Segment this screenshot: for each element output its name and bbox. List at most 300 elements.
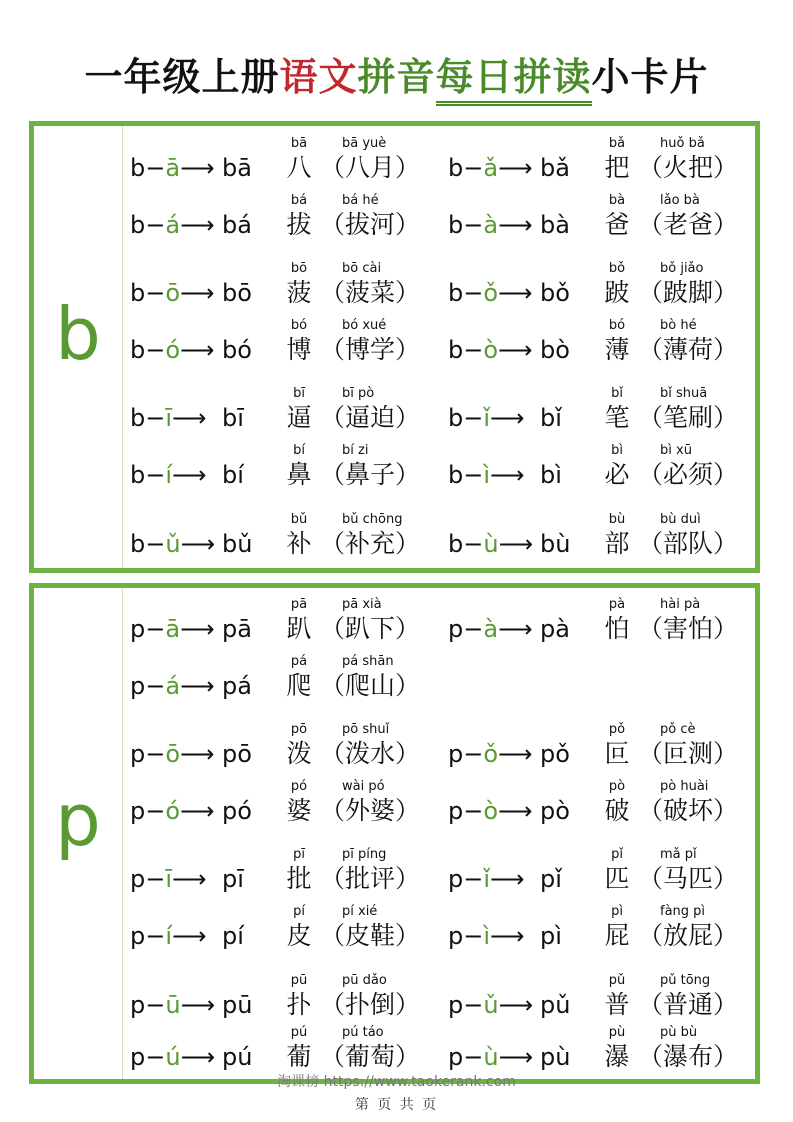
arrow-icon: ⟶ xyxy=(180,336,215,364)
word-pinyin: fàng pì xyxy=(660,904,706,919)
syllable: pù xyxy=(540,1043,571,1071)
spelling-sequence xyxy=(130,739,214,769)
word-pinyin: pá shān xyxy=(342,654,394,669)
spelling-sequence xyxy=(130,614,214,644)
example-word: （火把） xyxy=(638,153,739,182)
final-tone: à xyxy=(483,615,499,643)
character-pinyin: pō xyxy=(290,722,308,737)
example-word: （皮鞋） xyxy=(320,921,421,950)
word-pinyin: pū dǎo xyxy=(342,973,387,988)
title-part-pinyin: 拼音 xyxy=(357,55,436,99)
final-tone: ú xyxy=(165,1043,181,1071)
word-pinyin: hài pà xyxy=(660,597,701,612)
dash: − xyxy=(463,615,484,643)
pinyin-entry xyxy=(448,319,768,369)
spelling-sequence xyxy=(448,153,532,183)
page-title xyxy=(0,52,793,102)
arrow-icon: ⟶ xyxy=(490,865,525,893)
initial: b xyxy=(130,404,146,432)
word-pinyin: bá hé xyxy=(342,193,379,208)
final-tone: ō xyxy=(165,740,181,768)
word-pinyin: bǔ chōng xyxy=(342,512,403,527)
card-row xyxy=(124,137,764,187)
dash: − xyxy=(463,991,484,1019)
word-pinyin: wài pó xyxy=(342,779,385,794)
spelling-sequence xyxy=(448,335,532,365)
character-pinyin: bó xyxy=(290,318,308,333)
example-word: （趴下） xyxy=(320,614,421,643)
final-tone: ā xyxy=(165,154,181,182)
spelling-sequence xyxy=(130,529,215,559)
word-pinyin: bā yuè xyxy=(342,136,387,151)
spelling-sequence xyxy=(130,671,214,701)
arrow-icon: ⟶ xyxy=(490,404,525,432)
word-pinyin: huǒ bǎ xyxy=(660,136,705,151)
syllable: pó xyxy=(222,797,252,825)
dash: − xyxy=(145,797,166,825)
character-pinyin: bǐ xyxy=(611,386,623,401)
word-pinyin: pī píng xyxy=(342,847,387,862)
character-pinyin: pó xyxy=(290,779,308,794)
syllable: pá xyxy=(222,672,252,700)
arrow-icon: ⟶ xyxy=(180,672,215,700)
initial: b xyxy=(448,211,464,239)
card-row xyxy=(124,444,764,494)
card-row xyxy=(124,723,764,773)
syllable: bù xyxy=(540,530,571,558)
arrow-icon: ⟶ xyxy=(172,461,207,489)
syllable: bí xyxy=(222,461,244,489)
initial: b xyxy=(130,211,146,239)
example-word: （菠菜） xyxy=(320,278,421,307)
example-word: （放屁） xyxy=(638,921,739,950)
card-divider xyxy=(122,126,123,568)
character: 补 xyxy=(286,529,312,558)
character: 普 xyxy=(604,990,630,1019)
final-tone: ù xyxy=(483,1043,499,1071)
character: 笔 xyxy=(604,403,630,432)
initial: b xyxy=(130,279,146,307)
pinyin-entry xyxy=(130,974,450,1024)
word-pinyin: pù bù xyxy=(660,1025,698,1040)
pinyin-entry xyxy=(448,848,768,898)
initial: p xyxy=(130,740,146,768)
pinyin-entry xyxy=(448,905,768,955)
character-pinyin: bǔ xyxy=(290,512,308,527)
example-word: （扑倒） xyxy=(320,990,421,1019)
spelling-sequence xyxy=(130,278,214,308)
spelling-sequence xyxy=(448,796,532,826)
title-part-subject: 语文 xyxy=(279,55,358,99)
pinyin-entry xyxy=(448,137,768,187)
example-word: （外婆） xyxy=(320,796,421,825)
syllable: bī xyxy=(222,404,244,432)
arrow-icon: ⟶ xyxy=(180,740,215,768)
dash: − xyxy=(463,404,484,432)
pinyin-entry xyxy=(130,513,450,563)
initial: b xyxy=(448,279,464,307)
card-b xyxy=(29,121,760,573)
final-tone: á xyxy=(165,211,181,239)
dash: − xyxy=(145,1043,166,1071)
initial: p xyxy=(130,672,146,700)
final-tone: í xyxy=(165,922,173,950)
dash: − xyxy=(463,865,484,893)
character-pinyin: pī xyxy=(293,847,305,862)
spelling-sequence xyxy=(130,460,206,490)
word-pinyin: bó xué xyxy=(342,318,387,333)
example-word: （逼迫） xyxy=(320,403,421,432)
syllable: pī xyxy=(222,865,244,893)
word-pinyin: pā xià xyxy=(342,597,382,612)
spelling-sequence xyxy=(448,990,533,1020)
character: 葡 xyxy=(286,1042,312,1071)
example-word: （笔刷） xyxy=(638,403,739,432)
character: 部 xyxy=(604,529,630,558)
card-row xyxy=(124,974,764,1024)
final-tone: ī xyxy=(165,404,173,432)
arrow-icon: ⟶ xyxy=(498,211,533,239)
final-tone: í xyxy=(165,461,173,489)
example-word: （补充） xyxy=(320,529,421,558)
character: 泼 xyxy=(286,739,312,768)
spelling-sequence xyxy=(130,990,215,1020)
dash: − xyxy=(463,797,484,825)
character-pinyin: bā xyxy=(290,136,308,151)
word-pinyin: bò hé xyxy=(660,318,697,333)
syllable: bó xyxy=(222,336,252,364)
arrow-icon: ⟶ xyxy=(498,740,533,768)
initial: b xyxy=(448,461,464,489)
character: 扑 xyxy=(286,990,312,1019)
final-tone: ù xyxy=(483,530,499,558)
spelling-sequence xyxy=(130,153,214,183)
example-word: （老爸） xyxy=(638,210,739,239)
word-pinyin: pǒ cè xyxy=(660,722,696,737)
syllable: pú xyxy=(222,1043,253,1071)
initial: b xyxy=(130,461,146,489)
pinyin-entry xyxy=(130,137,450,187)
pinyin-entry xyxy=(448,974,768,1024)
character-pinyin: bǎ xyxy=(608,136,626,151)
character-pinyin: bō xyxy=(290,261,308,276)
character-pinyin: pí xyxy=(293,904,305,919)
arrow-icon: ⟶ xyxy=(498,154,533,182)
footer-site: 淘课榜 https://www.taokerank.com xyxy=(277,1074,516,1090)
example-word: （批评） xyxy=(320,864,421,893)
character-pinyin: bǒ xyxy=(608,261,626,276)
card-letter: p xyxy=(55,778,101,862)
character: 爬 xyxy=(286,671,312,700)
spelling-sequence xyxy=(448,460,524,490)
dash: − xyxy=(145,154,166,182)
initial: p xyxy=(448,1043,464,1071)
pinyin-entry xyxy=(130,387,450,437)
character: 瀑 xyxy=(604,1042,630,1071)
pinyin-entry xyxy=(130,262,450,312)
character: 逼 xyxy=(286,403,312,432)
arrow-icon: ⟶ xyxy=(490,922,525,950)
initial: p xyxy=(130,797,146,825)
final-tone: ì xyxy=(483,461,491,489)
syllable: bá xyxy=(222,211,252,239)
dash: − xyxy=(145,211,166,239)
character-pinyin: pà xyxy=(608,597,626,612)
final-tone: ò xyxy=(483,797,499,825)
dash: − xyxy=(145,672,166,700)
dash: − xyxy=(145,404,166,432)
final-tone: ǐ xyxy=(483,404,491,432)
dash: − xyxy=(145,279,166,307)
character-pinyin: pù xyxy=(608,1025,626,1040)
example-word: （葡萄） xyxy=(320,1042,421,1071)
spelling-sequence xyxy=(448,210,532,240)
spelling-sequence xyxy=(130,796,214,826)
arrow-icon: ⟶ xyxy=(498,1043,533,1071)
example-word: （泼水） xyxy=(320,739,421,768)
example-word: （马匹） xyxy=(638,864,739,893)
syllable: pō xyxy=(222,740,252,768)
syllable: bà xyxy=(540,211,570,239)
pinyin-entry xyxy=(130,1026,450,1076)
pinyin-entry xyxy=(448,780,768,830)
initial: p xyxy=(130,991,146,1019)
card-letter: b xyxy=(55,292,101,376)
title-part-grade: 一年级上册 xyxy=(84,55,280,99)
initial: p xyxy=(130,615,146,643)
character-pinyin: bī xyxy=(293,386,305,401)
arrow-icon: ⟶ xyxy=(498,797,533,825)
arrow-icon: ⟶ xyxy=(172,922,207,950)
final-tone: ó xyxy=(165,797,181,825)
spelling-sequence xyxy=(448,614,532,644)
example-word: （爬山） xyxy=(320,671,421,700)
character-pinyin: bì xyxy=(611,443,623,458)
initial: b xyxy=(130,154,146,182)
character-pinyin: pǒ xyxy=(608,722,626,737)
character: 拔 xyxy=(286,210,312,239)
word-pinyin: pō shuǐ xyxy=(342,722,390,737)
card-row xyxy=(124,194,764,244)
dash: − xyxy=(145,530,166,558)
syllable: pā xyxy=(222,615,252,643)
word-pinyin: pò huài xyxy=(660,779,709,794)
word-pinyin: bǒ jiǎo xyxy=(660,261,704,276)
syllable: pǔ xyxy=(540,991,571,1019)
example-word: （跛脚） xyxy=(638,278,739,307)
dash: − xyxy=(463,1043,484,1071)
character: 批 xyxy=(286,864,312,893)
dash: − xyxy=(463,154,484,182)
initial: p xyxy=(448,991,464,1019)
example-word: （瀑布） xyxy=(638,1042,739,1071)
word-pinyin: pí xié xyxy=(342,904,378,919)
pinyin-entry xyxy=(130,848,450,898)
syllable: bǎ xyxy=(540,154,570,182)
syllable: bā xyxy=(222,154,252,182)
spelling-sequence xyxy=(448,1042,533,1072)
syllable: bǒ xyxy=(540,279,570,307)
initial: p xyxy=(130,922,146,950)
character-pinyin: pā xyxy=(290,597,308,612)
pinyin-entry xyxy=(448,1026,768,1076)
dash: − xyxy=(145,991,166,1019)
character-pinyin: pǐ xyxy=(611,847,623,862)
final-tone: ǔ xyxy=(165,530,181,558)
arrow-icon: ⟶ xyxy=(180,154,215,182)
arrow-icon: ⟶ xyxy=(180,797,215,825)
initial: p xyxy=(448,740,464,768)
dash: − xyxy=(145,865,166,893)
pinyin-entry xyxy=(130,655,450,705)
final-tone: ó xyxy=(165,336,181,364)
example-word: （叵测） xyxy=(638,739,739,768)
spelling-sequence xyxy=(130,1042,215,1072)
example-word: （普通） xyxy=(638,990,739,1019)
final-tone: ì xyxy=(483,922,491,950)
card-row xyxy=(124,848,764,898)
word-pinyin: bì xū xyxy=(660,443,692,458)
character: 叵 xyxy=(604,739,630,768)
character: 匹 xyxy=(604,864,630,893)
card-divider xyxy=(122,588,123,1079)
example-word: （必须） xyxy=(638,460,739,489)
initial: b xyxy=(448,404,464,432)
card-row xyxy=(124,598,764,648)
pinyin-entry xyxy=(448,444,768,494)
character: 跛 xyxy=(604,278,630,307)
character-pinyin: pū xyxy=(290,973,308,988)
dash: − xyxy=(145,740,166,768)
pinyin-entry xyxy=(448,723,768,773)
example-word: （部队） xyxy=(638,529,739,558)
syllable: pū xyxy=(222,991,253,1019)
word-pinyin: bī pò xyxy=(342,386,375,401)
dash: − xyxy=(145,615,166,643)
example-word: （破坏） xyxy=(638,796,739,825)
spelling-sequence xyxy=(130,335,214,365)
character: 八 xyxy=(286,153,312,182)
character: 薄 xyxy=(604,335,630,364)
pinyin-entry xyxy=(130,598,450,648)
character: 爸 xyxy=(604,210,630,239)
initial: p xyxy=(448,615,464,643)
dash: − xyxy=(463,211,484,239)
character-pinyin: bù xyxy=(608,512,626,527)
arrow-icon: ⟶ xyxy=(172,404,207,432)
dash: − xyxy=(463,740,484,768)
dash: − xyxy=(463,336,484,364)
dash: − xyxy=(145,922,166,950)
example-word: （八月） xyxy=(320,153,421,182)
character-pinyin: pá xyxy=(290,654,308,669)
pinyin-entry xyxy=(448,387,768,437)
character: 破 xyxy=(604,796,630,825)
initial: b xyxy=(448,336,464,364)
example-word: （鼻子） xyxy=(320,460,421,489)
example-word: （薄荷） xyxy=(638,335,739,364)
arrow-icon: ⟶ xyxy=(180,279,215,307)
final-tone: ā xyxy=(165,615,181,643)
character-pinyin: bà xyxy=(608,193,626,208)
character: 趴 xyxy=(286,614,312,643)
initial: b xyxy=(448,530,464,558)
spelling-sequence xyxy=(448,739,532,769)
card-row xyxy=(124,262,764,312)
dash: − xyxy=(463,530,484,558)
character: 菠 xyxy=(286,278,312,307)
spelling-sequence xyxy=(130,403,206,433)
pinyin-entry xyxy=(130,319,450,369)
initial: b xyxy=(130,530,146,558)
character: 博 xyxy=(286,335,312,364)
arrow-icon: ⟶ xyxy=(498,530,533,558)
word-pinyin: bǐ shuā xyxy=(660,386,708,401)
final-tone: ǐ xyxy=(483,865,491,893)
pinyin-entry xyxy=(130,444,450,494)
card-row xyxy=(124,655,764,705)
final-tone: ò xyxy=(483,336,499,364)
word-pinyin: bō cài xyxy=(342,261,382,276)
syllable: pǒ xyxy=(540,740,570,768)
character-pinyin: bí xyxy=(293,443,305,458)
spelling-sequence xyxy=(448,278,532,308)
word-pinyin: mǎ pǐ xyxy=(660,847,697,862)
syllable: pà xyxy=(540,615,570,643)
word-pinyin: lǎo bà xyxy=(660,193,700,208)
arrow-icon: ⟶ xyxy=(498,615,533,643)
card-row xyxy=(124,905,764,955)
syllable: bō xyxy=(222,279,252,307)
final-tone: ǎ xyxy=(483,154,499,182)
character-pinyin: bó xyxy=(608,318,626,333)
pinyin-entry xyxy=(448,262,768,312)
pinyin-entry xyxy=(448,598,768,648)
character-pinyin: pì xyxy=(611,904,623,919)
arrow-icon: ⟶ xyxy=(498,991,533,1019)
example-word: （博学） xyxy=(320,335,421,364)
initial: p xyxy=(448,865,464,893)
example-word: （拔河） xyxy=(320,210,421,239)
final-tone: à xyxy=(483,211,499,239)
final-tone: á xyxy=(165,672,181,700)
pinyin-entry xyxy=(130,905,450,955)
pinyin-entry xyxy=(130,780,450,830)
pinyin-entry xyxy=(448,194,768,244)
final-tone: ǔ xyxy=(483,991,499,1019)
initial: p xyxy=(130,1043,146,1071)
syllable: bò xyxy=(540,336,570,364)
arrow-icon: ⟶ xyxy=(180,211,215,239)
card-row xyxy=(124,513,764,563)
card-row xyxy=(124,387,764,437)
character: 必 xyxy=(604,460,630,489)
arrow-icon: ⟶ xyxy=(498,279,533,307)
arrow-icon: ⟶ xyxy=(172,865,207,893)
title-part-card: 小卡片 xyxy=(591,55,709,99)
example-word: （害怕） xyxy=(638,614,739,643)
character-pinyin: bá xyxy=(290,193,308,208)
initial: p xyxy=(448,797,464,825)
syllable: pí xyxy=(222,922,244,950)
word-pinyin: bí zi xyxy=(342,443,369,458)
spelling-sequence xyxy=(130,210,214,240)
character: 皮 xyxy=(286,921,312,950)
initial: b xyxy=(448,154,464,182)
card-row xyxy=(124,1026,764,1076)
pinyin-entry xyxy=(130,723,450,773)
arrow-icon: ⟶ xyxy=(490,461,525,489)
